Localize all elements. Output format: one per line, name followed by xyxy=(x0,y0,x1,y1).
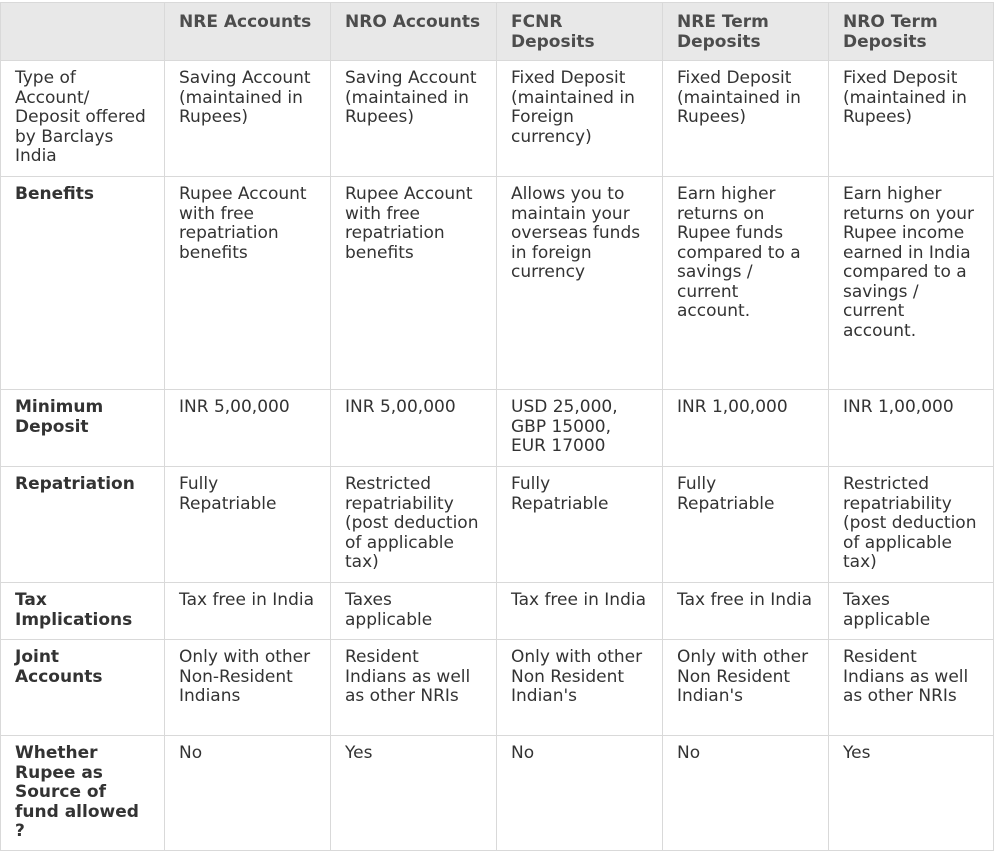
table-row-tax-implications xyxy=(1,583,994,640)
row-label-account-type: Type of Account/ Deposit offered by Barclays India xyxy=(1,61,165,177)
table-cell: Restricted repatriability (post deduction of applicable tax) xyxy=(829,467,994,583)
table-cell: Only with other Non-Resident Indians xyxy=(165,640,331,736)
table-cell: Saving Account (maintained in Rupees) xyxy=(331,61,497,177)
table-cell: Rupee Account with free repatriation benefits xyxy=(331,177,497,390)
table-cell: INR 1,00,000 xyxy=(829,390,994,467)
table-row-minimum-deposit xyxy=(1,390,994,467)
table-row-rupee-source xyxy=(1,736,994,851)
table-cell: INR 1,00,000 xyxy=(663,390,829,467)
row-label-benefits: Benefits xyxy=(1,177,165,390)
table-cell: Tax free in India xyxy=(165,583,331,640)
header-corner xyxy=(1,3,165,61)
table-cell: Yes xyxy=(829,736,994,851)
table-cell: No xyxy=(165,736,331,851)
header-nre-term-deposits: NRE Term Deposits xyxy=(663,3,829,61)
header-nro-accounts: NRO Accounts xyxy=(331,3,497,61)
table-cell: Rupee Account with free repatriation benefits xyxy=(165,177,331,390)
table-cell: Fixed Deposit (maintained in Rupees) xyxy=(829,61,994,177)
header-nre-accounts: NRE Accounts xyxy=(165,3,331,61)
row-label-tax-implications: Tax Implications xyxy=(1,583,165,640)
table-cell: Resident Indians as well as other NRIs xyxy=(829,640,994,736)
table-cell: Fully Repatriable xyxy=(165,467,331,583)
table-row-repatriation xyxy=(1,467,994,583)
table-cell: Only with other Non Resident Indian's xyxy=(663,640,829,736)
table-cell: Fully Repatriable xyxy=(663,467,829,583)
table-cell: Restricted repatriability (post deduction of applicable tax) xyxy=(331,467,497,583)
table-cell: Fixed Deposit (maintained in Rupees) xyxy=(663,61,829,177)
table-cell: Only with other Non Resident Indian's xyxy=(497,640,663,736)
table-cell: Tax free in India xyxy=(663,583,829,640)
table-cell: Yes xyxy=(331,736,497,851)
table-cell: INR 5,00,000 xyxy=(331,390,497,467)
table-row-account-type xyxy=(1,61,994,177)
table-cell: Allows you to maintain your overseas funds in foreign currency xyxy=(497,177,663,390)
row-label-repatriation: Repatriation xyxy=(1,467,165,583)
table-cell: No xyxy=(497,736,663,851)
table-row-joint-accounts xyxy=(1,640,994,736)
table-cell: Tax free in India xyxy=(497,583,663,640)
header-row xyxy=(1,3,994,61)
table-cell: USD 25,000, GBP 15000, EUR 17000 xyxy=(497,390,663,467)
table-cell: Fully Repatriable xyxy=(497,467,663,583)
table-cell: Earn higher returns on your Rupee income earned in India compared to a savings / current account. xyxy=(829,177,994,390)
table-cell: Fixed Deposit (maintained in Foreign currency) xyxy=(497,61,663,177)
table-row-benefits xyxy=(1,177,994,390)
header-fcnr-deposits: FCNR Deposits xyxy=(497,3,663,61)
table-cell: Earn higher returns on Rupee funds compared to a savings / current account. xyxy=(663,177,829,390)
header-nro-term-deposits: NRO Term Deposits xyxy=(829,3,994,61)
row-label-minimum-deposit: Minimum Deposit xyxy=(1,390,165,467)
table-cell: Resident Indians as well as other NRIs xyxy=(331,640,497,736)
account-comparison-table xyxy=(0,2,994,851)
row-label-joint-accounts: Joint Accounts xyxy=(1,640,165,736)
table-cell: INR 5,00,000 xyxy=(165,390,331,467)
table-cell: No xyxy=(663,736,829,851)
table-cell: Saving Account (maintained in Rupees) xyxy=(165,61,331,177)
table-cell: Taxes applicable xyxy=(331,583,497,640)
row-label-rupee-source: Whether Rupee as Source of fund allowed ? xyxy=(1,736,165,851)
table-cell: Taxes applicable xyxy=(829,583,994,640)
